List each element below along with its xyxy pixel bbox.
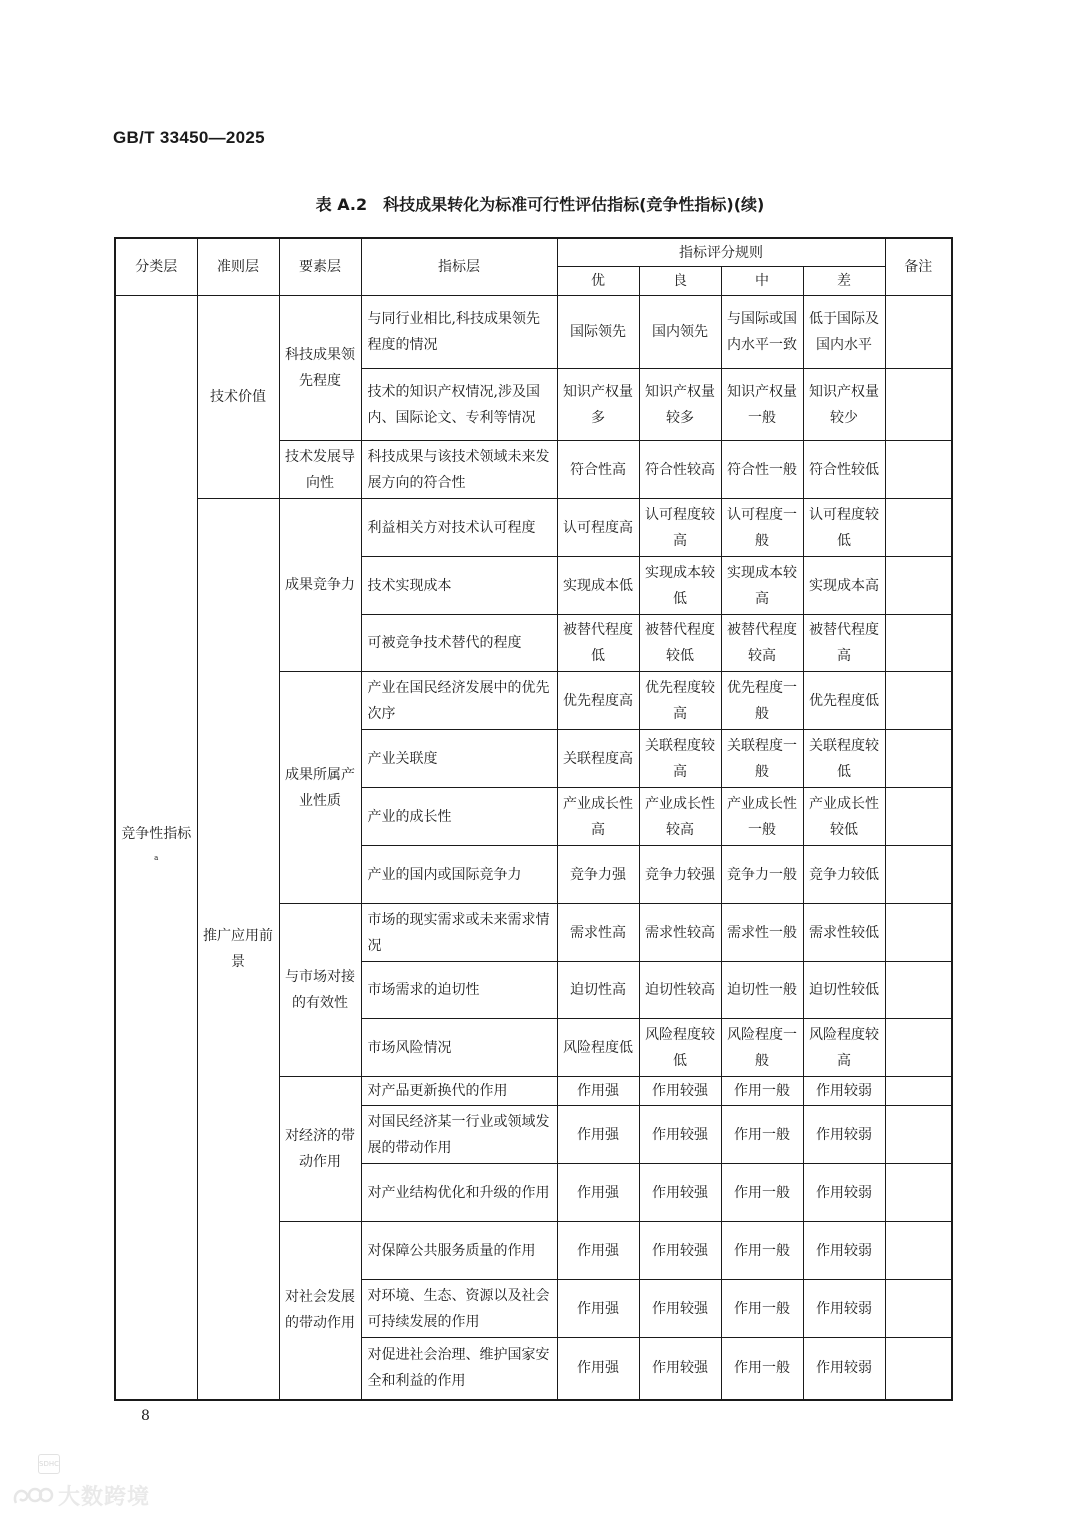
indicator-cell: 对促进社会治理、维护国家安全和利益的作用 [361,1338,557,1400]
score-good-cell: 作用较强 [639,1164,721,1222]
score-poor-cell: 作用较弱 [803,1106,885,1164]
indicator-cell: 技术的知识产权情况,涉及国内、国际论文、专利等情况 [361,369,557,441]
indicator-cell: 可被竞争技术替代的程度 [361,615,557,672]
score-poor-cell: 作用较弱 [803,1280,885,1338]
header-excellent: 优 [557,267,639,296]
remark-cell [885,1077,952,1106]
indicator-cell: 对环境、生态、资源以及社会可持续发展的作用 [361,1280,557,1338]
indicator-cell: 对保障公共服务质量的作用 [361,1222,557,1280]
score-poor-cell: 实现成本高 [803,557,885,615]
score-good-cell: 符合性较高 [639,441,721,499]
indicator-cell: 利益相关方对技术认可程度 [361,499,557,557]
element-cell: 科技成果领先程度 [279,296,361,441]
score-good-cell: 迫切性较高 [639,962,721,1019]
score-poor-cell: 迫切性较低 [803,962,885,1019]
score-medium-cell: 与国际或国内水平一致 [721,296,803,369]
remark-cell [885,1019,952,1077]
score-good-cell: 国内领先 [639,296,721,369]
indicator-cell: 市场需求的迫切性 [361,962,557,1019]
score-medium-cell: 迫切性一般 [721,962,803,1019]
score-poor-cell: 作用较弱 [803,1338,885,1400]
score-poor-cell: 需求性较低 [803,904,885,962]
score-medium-cell: 作用一般 [721,1164,803,1222]
score-medium-cell: 优先程度一般 [721,672,803,730]
indicator-cell: 产业关联度 [361,730,557,788]
header-element: 要素层 [279,238,361,296]
score-medium-cell: 竞争力一般 [721,846,803,904]
remark-cell [885,1222,952,1280]
header-indicator: 指标层 [361,238,557,296]
score-good-cell: 作用较强 [639,1106,721,1164]
header-category: 分类层 [115,238,197,296]
criterion-cell: 推广应用前景 [197,499,279,1400]
header-remark: 备注 [885,238,952,296]
remark-cell [885,904,952,962]
standard-code: GB/T 33450—2025 [113,128,265,147]
evaluation-table [114,237,953,1401]
score-good-cell: 作用较强 [639,1077,721,1106]
element-cell: 成果竞争力 [279,499,361,672]
score-excellent-cell: 作用强 [557,1106,639,1164]
score-excellent-cell: 竞争力强 [557,846,639,904]
score-excellent-cell: 作用强 [557,1222,639,1280]
score-medium-cell: 风险程度一般 [721,1019,803,1077]
score-poor-cell: 认可程度较低 [803,499,885,557]
score-good-cell: 作用较强 [639,1222,721,1280]
score-excellent-cell: 作用强 [557,1338,639,1400]
score-excellent-cell: 知识产权量多 [557,369,639,441]
element-cell: 对社会发展的带动作用 [279,1222,361,1400]
indicator-cell: 产业的成长性 [361,788,557,846]
table-row [115,296,952,369]
score-poor-cell: 作用较弱 [803,1077,885,1106]
score-poor-cell: 被替代程度高 [803,615,885,672]
score-poor-cell: 作用较弱 [803,1222,885,1280]
score-medium-cell: 知识产权量一般 [721,369,803,441]
score-medium-cell: 作用一般 [721,1222,803,1280]
score-good-cell: 被替代程度较低 [639,615,721,672]
element-cell: 与市场对接的有效性 [279,904,361,1077]
score-good-cell: 认可程度较高 [639,499,721,557]
score-good-cell: 产业成长性较高 [639,788,721,846]
header-scoring-rules: 指标评分规则 [557,238,885,267]
watermark-badge: SDHC [38,1454,60,1474]
watermark-logo-icon [10,1481,54,1509]
score-excellent-cell: 作用强 [557,1077,639,1106]
score-medium-cell: 作用一般 [721,1106,803,1164]
element-cell: 成果所属产业性质 [279,672,361,904]
score-excellent-cell: 产业成长性高 [557,788,639,846]
score-excellent-cell: 作用强 [557,1164,639,1222]
score-excellent-cell: 认可程度高 [557,499,639,557]
score-poor-cell: 关联程度较低 [803,730,885,788]
remark-cell [885,1164,952,1222]
score-poor-cell: 符合性较低 [803,441,885,499]
remark-cell [885,962,952,1019]
score-excellent-cell: 被替代程度低 [557,615,639,672]
indicator-cell: 对国民经济某一行业或领域发展的带动作用 [361,1106,557,1164]
score-good-cell: 实现成本较低 [639,557,721,615]
remark-cell [885,557,952,615]
score-good-cell: 关联程度较高 [639,730,721,788]
header-medium: 中 [721,267,803,296]
score-good-cell: 风险程度较低 [639,1019,721,1077]
indicator-cell: 产业的国内或国际竞争力 [361,846,557,904]
remark-cell [885,730,952,788]
score-medium-cell: 作用一般 [721,1338,803,1400]
remark-cell [885,615,952,672]
score-excellent-cell: 风险程度低 [557,1019,639,1077]
remark-cell [885,672,952,730]
remark-cell [885,1280,952,1338]
score-medium-cell: 实现成本较高 [721,557,803,615]
score-excellent-cell: 实现成本低 [557,557,639,615]
score-poor-cell: 知识产权量较少 [803,369,885,441]
score-good-cell: 知识产权量较多 [639,369,721,441]
score-good-cell: 需求性较高 [639,904,721,962]
score-excellent-cell: 符合性高 [557,441,639,499]
table-row [115,499,952,557]
score-excellent-cell: 优先程度高 [557,672,639,730]
header-criterion: 准则层 [197,238,279,296]
remark-cell [885,296,952,369]
header-row-1 [115,238,952,267]
score-medium-cell: 产业成长性一般 [721,788,803,846]
page-number: 8 [141,1408,150,1424]
score-medium-cell: 被替代程度较高 [721,615,803,672]
indicator-cell: 产业在国民经济发展中的优先次序 [361,672,557,730]
indicator-cell: 科技成果与该技术领域未来发展方向的符合性 [361,441,557,499]
score-excellent-cell: 迫切性高 [557,962,639,1019]
remark-cell [885,499,952,557]
score-good-cell: 作用较强 [639,1338,721,1400]
score-poor-cell: 低于国际及国内水平 [803,296,885,369]
score-excellent-cell: 关联程度高 [557,730,639,788]
score-medium-cell: 符合性一般 [721,441,803,499]
watermark-brand-text: 大数跨境 [58,1484,151,1510]
header-poor: 差 [803,267,885,296]
score-poor-cell: 产业成长性较低 [803,788,885,846]
score-poor-cell: 优先程度低 [803,672,885,730]
element-cell: 对经济的带动作用 [279,1077,361,1222]
criterion-cell: 技术价值 [197,296,279,499]
remark-cell [885,846,952,904]
indicator-cell: 市场的现实需求或未来需求情况 [361,904,557,962]
element-cell: 技术发展导向性 [279,441,361,499]
category-cell [115,296,197,1400]
score-good-cell: 竞争力较强 [639,846,721,904]
remark-cell [885,1338,952,1400]
score-good-cell: 作用较强 [639,1280,721,1338]
score-medium-cell: 关联程度一般 [721,730,803,788]
score-medium-cell: 作用一般 [721,1280,803,1338]
watermark [10,1479,150,1511]
score-medium-cell: 认可程度一般 [721,499,803,557]
category-footnote-marker: a [154,854,159,863]
score-poor-cell: 竞争力较低 [803,846,885,904]
remark-cell [885,369,952,441]
header-good: 良 [639,267,721,296]
score-poor-cell: 作用较弱 [803,1164,885,1222]
indicator-cell: 对产品更新换代的作用 [361,1077,557,1106]
score-medium-cell: 需求性一般 [721,904,803,962]
indicator-cell: 技术实现成本 [361,557,557,615]
indicator-cell: 对产业结构优化和升级的作用 [361,1164,557,1222]
score-excellent-cell: 作用强 [557,1280,639,1338]
indicator-cell: 与同行业相比,科技成果领先程度的情况 [361,296,557,369]
score-poor-cell: 风险程度较高 [803,1019,885,1077]
remark-cell [885,441,952,499]
score-good-cell: 优先程度较高 [639,672,721,730]
score-excellent-cell: 需求性高 [557,904,639,962]
remark-cell [885,788,952,846]
category-label: 竞争性指标 [121,826,192,843]
table-title: 表 A.2 科技成果转化为标准可行性评估指标(竞争性指标)(续) [315,195,765,214]
indicator-cell: 市场风险情况 [361,1019,557,1077]
score-excellent-cell: 国际领先 [557,296,639,369]
remark-cell [885,1106,952,1164]
score-medium-cell: 作用一般 [721,1077,803,1106]
